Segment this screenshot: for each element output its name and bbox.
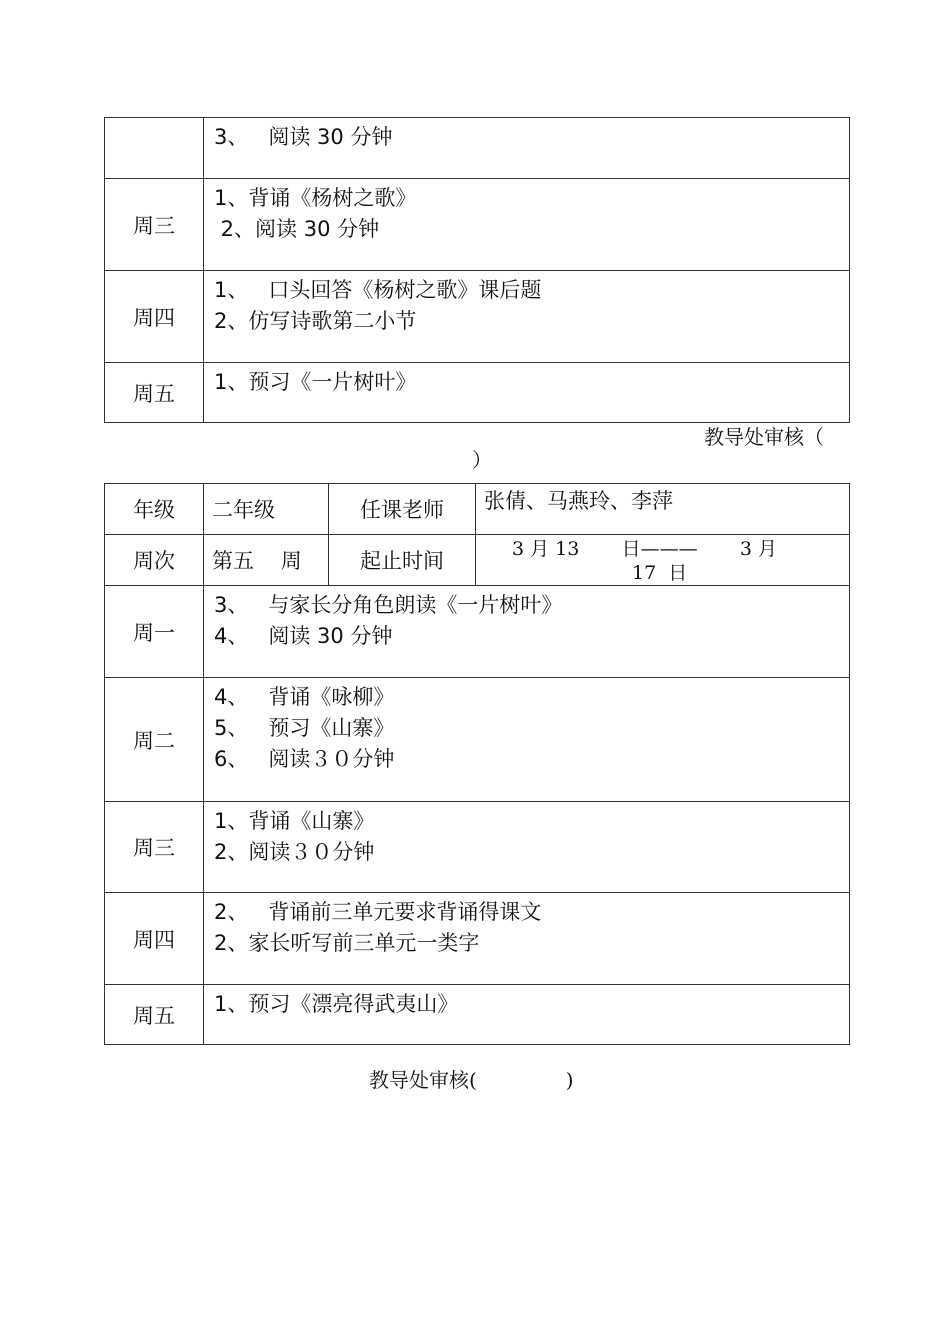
- table-row: [105, 586, 850, 678]
- tasks-cell: [204, 118, 850, 179]
- task-item: 3、 阅读 30 分钟: [214, 125, 393, 149]
- task-item: 2、家长听写前三单元一类字: [214, 931, 480, 955]
- tasks-cell: [204, 985, 850, 1045]
- task-item: 1、背诵《山寨》: [214, 809, 375, 833]
- tasks-cell: [204, 179, 850, 271]
- teacher-value: 张倩、马燕玲、李萍: [476, 484, 850, 535]
- day-cell: [105, 118, 204, 179]
- table-row: [105, 179, 850, 271]
- day-cell: 周四: [105, 271, 204, 363]
- tasks-cell: [204, 893, 850, 985]
- week-value: 第五 周: [204, 535, 329, 586]
- table-row: [105, 271, 850, 363]
- table-row: [105, 118, 850, 179]
- task-item: 2、仿写诗歌第二小节: [214, 309, 417, 333]
- review-note-line2: ）: [472, 448, 492, 472]
- task-item: 2、阅读３０分钟: [214, 840, 375, 864]
- header-row: [105, 535, 850, 586]
- task-item: 1、预习《漂亮得武夷山》: [214, 992, 459, 1016]
- schedule-table-week4: [104, 117, 850, 423]
- review-note-line1: 教导处审核（: [704, 425, 824, 449]
- task-item: 2、阅读 30 分钟: [214, 217, 380, 241]
- day-cell: 周五: [105, 363, 204, 423]
- day-cell: 周五: [105, 985, 204, 1045]
- task-item: 1、 口头回答《杨树之歌》课后题: [214, 278, 542, 302]
- tasks-cell: [204, 271, 850, 363]
- table-row: [105, 985, 850, 1045]
- period-value: [476, 535, 850, 586]
- grade-value: 二年级: [204, 484, 329, 535]
- week-label: 周次: [105, 535, 204, 586]
- grade-label: 年级: [105, 484, 204, 535]
- day-cell: 周一: [105, 586, 204, 678]
- task-item: 1、预习《一片树叶》: [214, 370, 417, 394]
- review-note: 教导处审核( ): [369, 1068, 574, 1092]
- task-item: 4、 背诵《咏柳》: [214, 685, 395, 709]
- teacher-label: 任课老师: [329, 484, 476, 535]
- task-item: 4、 阅读 30 分钟: [214, 624, 393, 648]
- table-row: [105, 802, 850, 893]
- day-cell: 周二: [105, 678, 204, 802]
- tasks-cell: [204, 802, 850, 893]
- tasks-cell: [204, 586, 850, 678]
- period-line2: 17 日: [632, 562, 688, 584]
- day-cell: 周四: [105, 893, 204, 985]
- task-item: 2、 背诵前三单元要求背诵得课文: [214, 900, 542, 924]
- task-item: 3、 与家长分角色朗读《一片树叶》: [214, 593, 563, 617]
- task-item: 1、背诵《杨树之歌》: [214, 186, 417, 210]
- table-row: [105, 363, 850, 423]
- tasks-cell: [204, 363, 850, 423]
- tasks-cell: [204, 678, 850, 802]
- day-cell: 周三: [105, 802, 204, 893]
- header-row: [105, 484, 850, 535]
- period-label: 起止时间: [329, 535, 476, 586]
- schedule-table-week5: [104, 483, 850, 1045]
- period-line1: 3 月 13 日——— 3 月: [512, 538, 778, 560]
- day-cell: 周三: [105, 179, 204, 271]
- task-item: 5、 预习《山寨》: [214, 716, 395, 740]
- table-row: [105, 678, 850, 802]
- table-row: [105, 893, 850, 985]
- task-item: 6、 阅读３０分钟: [214, 747, 395, 771]
